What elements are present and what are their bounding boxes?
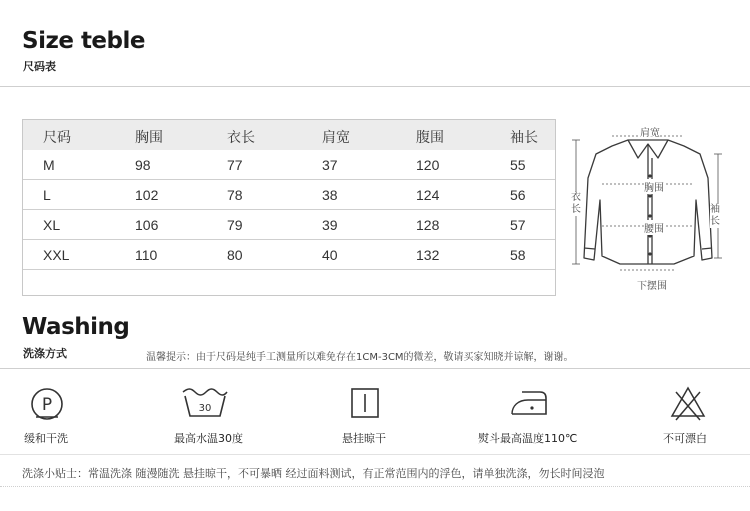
cell-belly: 128 (416, 217, 440, 233)
cell-length: 78 (227, 187, 243, 203)
header-length: 衣长 (227, 130, 255, 146)
cell-size: XXL (43, 247, 70, 263)
care-item-wash-30 (170, 378, 260, 448)
divider (0, 368, 750, 369)
diagram-chest-label: 胸围 (644, 179, 664, 194)
divider (0, 86, 750, 87)
cell-length: 80 (227, 247, 243, 263)
cell-chest: 110 (135, 247, 158, 263)
cell-belly: 120 (416, 157, 440, 173)
wash-30-icon (180, 384, 230, 424)
header-shoulder: 肩宽 (322, 130, 350, 146)
cell-belly: 132 (416, 247, 440, 263)
cell-length: 79 (227, 217, 243, 233)
care-item-no-bleach (655, 378, 725, 448)
svg-text:P: P (41, 395, 53, 415)
care-label: 缓和干洗 (24, 432, 68, 445)
table-row (23, 150, 555, 180)
header-chest: 胸围 (135, 130, 163, 146)
diagram-sleeve-label: 袖长 (710, 204, 720, 227)
washing-tips: 洗涤小贴士：常温洗涤 随漫随洗 悬挂晾干，不可暴晒 经过面料测试，有正常范围内的浮色，请单独洗涤，勿长时间浸泡 (22, 467, 605, 480)
wash-temp-value: 30 (198, 403, 212, 414)
header-sleeve: 袖长 (510, 130, 538, 146)
cell-shoulder: 38 (322, 187, 338, 203)
cell-sleeve: 58 (510, 247, 526, 263)
table-header (23, 120, 555, 150)
diagram-shoulder-label: 肩宽 (640, 124, 660, 139)
dry-clean-p-icon (27, 384, 67, 424)
cell-chest: 106 (135, 217, 159, 233)
no-bleach-icon (668, 384, 708, 424)
table-row (23, 240, 555, 270)
cell-chest: 102 (135, 187, 159, 203)
hang-dry-icon (345, 384, 385, 424)
cell-shoulder: 37 (322, 157, 338, 173)
divider (0, 454, 750, 455)
cell-size: XL (43, 217, 61, 233)
cell-size: L (43, 187, 51, 203)
washing-section-title: Washing (22, 314, 130, 340)
header-size: 尺码 (43, 130, 71, 146)
diagram-waist-label: 腰围 (644, 220, 664, 235)
cell-size: M (43, 157, 55, 173)
size-table (22, 119, 556, 296)
care-label: 不可漂白 (663, 432, 707, 445)
care-label: 悬挂晾干 (342, 432, 386, 445)
cell-length: 77 (227, 157, 243, 173)
header-belly: 腹围 (416, 130, 444, 146)
washing-section-subtitle: 洗涤方式 (23, 347, 67, 360)
care-item-hang-dry (335, 378, 405, 448)
measurement-tip: 温馨提示：由于尺码是纯手工测量所以难免存在1CM-3CM的微差，敬请买家知晓并谅解，谢谢。 (146, 352, 574, 363)
care-label: 熨斗最高温度110℃ (478, 432, 578, 445)
dotted-divider (0, 486, 750, 487)
cell-sleeve: 57 (510, 217, 526, 233)
size-section-subtitle: 尺码表 (23, 60, 56, 73)
diagram-hem-label: 下摆围 (637, 281, 667, 292)
cell-shoulder: 40 (322, 247, 338, 263)
iron-110-icon (504, 384, 554, 424)
cell-shoulder: 39 (322, 217, 338, 233)
care-item-iron (474, 378, 584, 448)
table-row (23, 180, 555, 210)
cell-belly: 124 (416, 187, 440, 203)
care-label: 最高水温30度 (174, 432, 243, 445)
size-section-title: Size teble (22, 28, 145, 54)
cell-chest: 98 (135, 157, 151, 173)
cell-sleeve: 55 (510, 157, 526, 173)
cell-sleeve: 56 (510, 187, 526, 203)
diagram-length-label: 衣长 (571, 192, 581, 215)
care-item-dry-clean (22, 378, 82, 448)
table-row (23, 210, 555, 240)
